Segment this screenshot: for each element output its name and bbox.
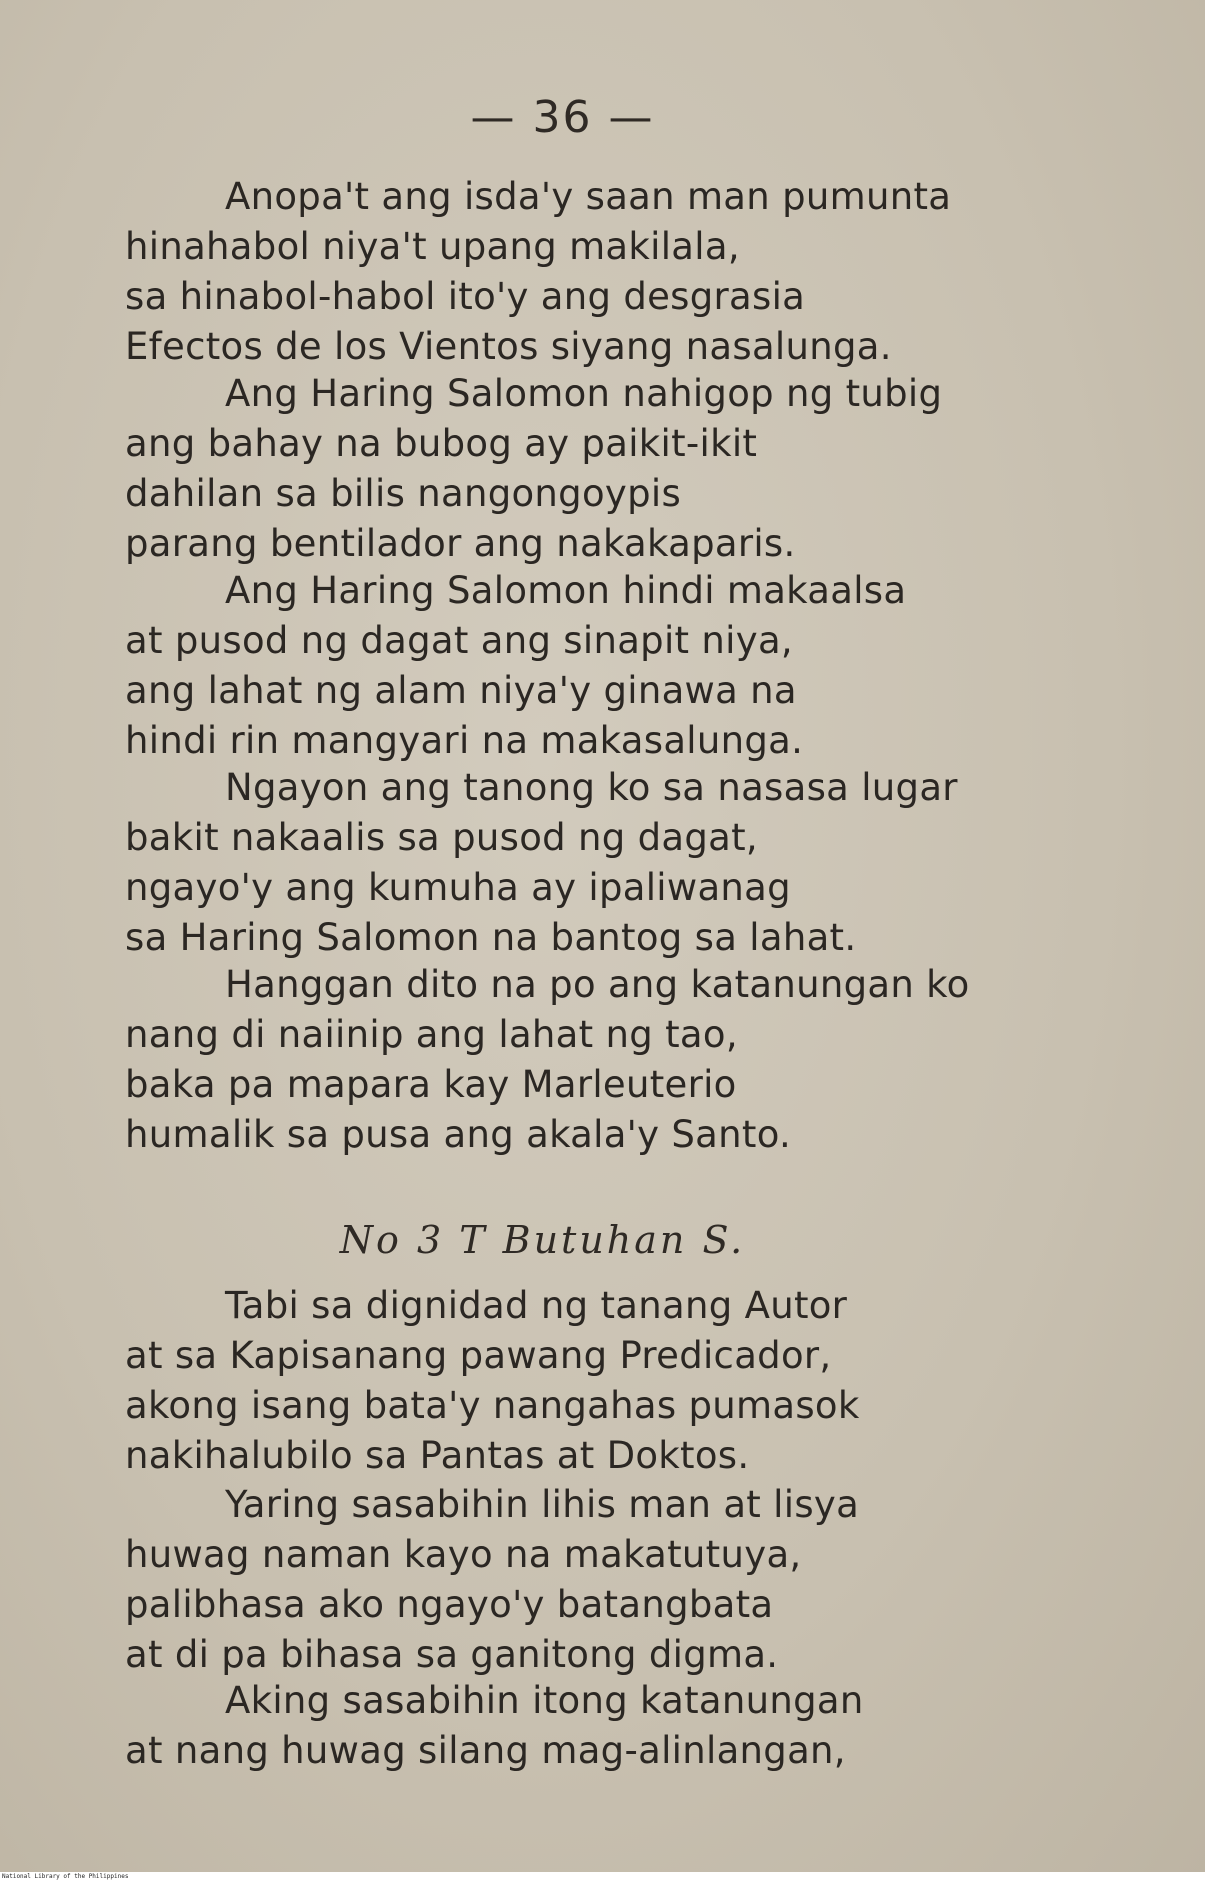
verse-line: at pusod ng dagat ang sinapit niya, <box>125 619 793 662</box>
verse-line: ang lahat ng alam niya'y ginawa na <box>125 669 797 712</box>
verse-line: ang bahay na bubog ay paikit-ikit <box>125 422 758 465</box>
stanza-6 <box>125 1281 1025 1481</box>
footer-text: National Library of the Philippines <box>2 1873 129 1880</box>
verse-line: at nang huwag silang mag-alinlangan, <box>125 1729 846 1772</box>
verse-line: nang di naiinip ang lahat ng tao, <box>125 1013 738 1056</box>
verse-line: dahilan sa bilis nangongoypis <box>125 472 682 515</box>
section-heading: No 3 T Butuhan S. <box>339 1218 746 1262</box>
stanza-7 <box>125 1480 1025 1680</box>
stanza-1 <box>125 172 1025 372</box>
verse-line: parang bentilador ang nakakaparis. <box>125 522 796 565</box>
stanza-8 <box>125 1676 1025 1776</box>
verse-line: baka pa mapara kay Marleuterio <box>125 1063 737 1106</box>
verse-line: Ngayon ang tanong ko sa nasasa lugar <box>225 766 958 809</box>
verse-line: huwag naman kayo na makatutuya, <box>125 1533 802 1576</box>
verse-line: akong isang bata'y nangahas pumasok <box>125 1384 860 1427</box>
stanza-2 <box>125 369 1025 569</box>
verse-line: Aking sasabihin itong katanungan <box>225 1679 864 1722</box>
verse-line: at sa Kapisanang pawang Predicador, <box>125 1334 832 1377</box>
verse-line: Hanggan dito na po ang katanungan ko <box>225 963 970 1006</box>
verse-line: nakihalubilo sa Pantas at Doktos. <box>125 1434 750 1477</box>
verse-line: Anopa't ang isda'y saan man pumunta <box>225 175 952 218</box>
verse-line: hindi rin mangyari na makasalunga. <box>125 719 804 762</box>
verse-line: sa hinabol-habol ito'y ang desgrasia <box>125 275 806 318</box>
verse-line: hinahabol niya't upang makilala, <box>125 225 740 268</box>
verse-line: palibhasa ako ngayo'y batangbata <box>125 1583 774 1626</box>
verse-line: Tabi sa dignidad ng tanang Autor <box>225 1284 848 1327</box>
verse-line: sa Haring Salomon na bantog sa lahat. <box>125 916 857 959</box>
verse-line: Efectos de los Vientos siyang nasalunga. <box>125 325 892 368</box>
verse-line: humalik sa pusa ang akala'y Santo. <box>125 1113 792 1156</box>
verse-line: Ang Haring Salomon hindi makaalsa <box>225 569 907 612</box>
stanza-5 <box>125 960 1025 1160</box>
footer-bar <box>0 1872 1205 1883</box>
page-number: — 36 — <box>470 92 655 143</box>
verse-line: bakit nakaalis sa pusod ng dagat, <box>125 816 758 859</box>
stanza-3 <box>125 566 1025 766</box>
verse-line: Yaring sasabihin lihis man at lisya <box>225 1483 860 1526</box>
verse-line: ngayo'y ang kumuha ay ipaliwanag <box>125 866 791 909</box>
verse-line: at di pa bihasa sa ganitong digma. <box>125 1633 779 1676</box>
stanza-4 <box>125 763 1025 963</box>
verse-line: Ang Haring Salomon nahigop ng tubig <box>225 372 943 415</box>
